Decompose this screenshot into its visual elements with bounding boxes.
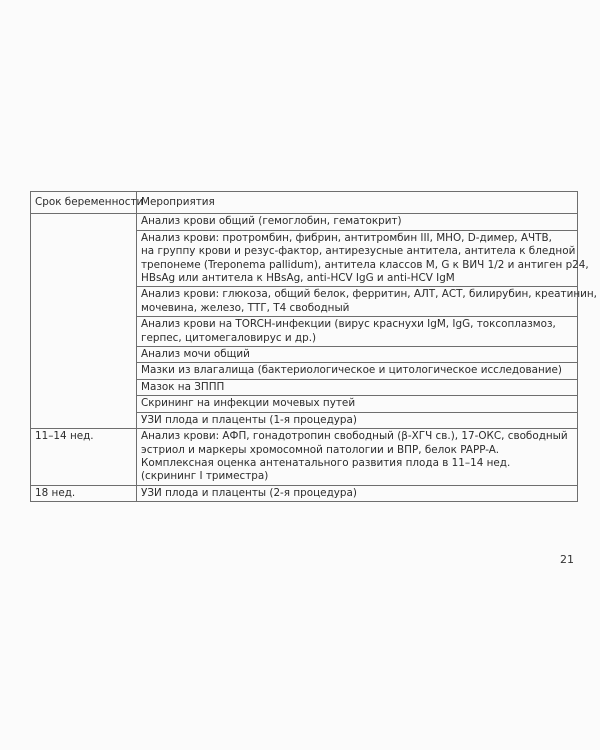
term-cell: [31, 214, 137, 429]
table-header-row: [31, 192, 578, 214]
activity-line: HBsAg или антитела к HBsAg, anti-HCV IgG и anti-HCV IgM: [141, 272, 455, 285]
activities-cell: [137, 412, 578, 428]
activities-cell: [137, 429, 578, 486]
table-row: [31, 485, 578, 501]
activity-line: УЗИ плода и плаценты (2-я процедура): [141, 486, 357, 499]
activity-line: Анализ крови общий (гемоглобин, гематокрит): [141, 215, 402, 228]
activities-cell: [137, 379, 578, 395]
activities-cell: [137, 230, 589, 287]
activity-line: Скрининг на инфекции мочевых путей: [141, 397, 356, 410]
activity-line: мочевина, железо, ТТГ, T4 свободный: [141, 301, 350, 314]
activities-cell: [137, 485, 578, 501]
activity-line: Анализ крови: АФП, гонадотропин свободный (β-ХГЧ св.), 17-ОКС, свободный: [141, 430, 568, 443]
activity-line: герпес, цитомегаловирус и др.): [141, 331, 317, 344]
activities-cell: [137, 214, 578, 230]
activity-line: на группу крови и резус-фактор, антирезусные антитела, антитела к бледной: [141, 245, 576, 258]
pregnancy-schedule-table: [30, 191, 597, 502]
activities-cell: [137, 317, 578, 347]
activity-line: трепонеме (Treponema pallidum), антитела классов M, G к ВИЧ 1/2 и антиген p24,: [141, 258, 589, 271]
table-row: [31, 429, 578, 486]
activity-line: УЗИ плода и плаценты (1-я процедура): [141, 413, 357, 426]
activities-cell: [137, 287, 597, 317]
table-row: [31, 214, 578, 230]
activity-line: Анализ мочи общий: [141, 348, 250, 361]
term-cell: 11–14 нед.: [31, 429, 137, 486]
activity-line: (скрининг I триместра): [141, 470, 269, 483]
activities-cell: [137, 363, 578, 379]
activity-line: эстриол и маркеры хромосомной патологии и ВПР, белок PAPP-A.: [141, 443, 500, 456]
activities-cell: [137, 396, 578, 412]
activity-line: Анализ крови: глюкоза, общий белок, ферритин, АЛТ, АСТ, билирубин, креатинин,: [141, 288, 597, 301]
activities-cell: [137, 347, 578, 363]
activity-line: Анализ крови на TORCH-инфекции (вирус краснухи IgM, IgG, токсоплазмоз,: [141, 318, 556, 331]
activity-line: Мазки из влагалища (бактериологическое и цитологическое исследование): [141, 364, 562, 377]
activity-line: Комплексная оценка антенатального развития плода в 11–14 нед.: [141, 456, 511, 469]
term-cell: 18 нед.: [31, 485, 137, 501]
activity-line: Мазок на ЗППП: [141, 380, 225, 393]
header-activities: Мероприятия: [137, 192, 578, 214]
page-number: 21: [560, 553, 574, 566]
activity-line: Анализ крови: протромбин, фибрин, антитромбин III, МНО, D-димер, АЧТВ,: [141, 231, 552, 244]
header-term: Срок беременности: [31, 192, 137, 214]
